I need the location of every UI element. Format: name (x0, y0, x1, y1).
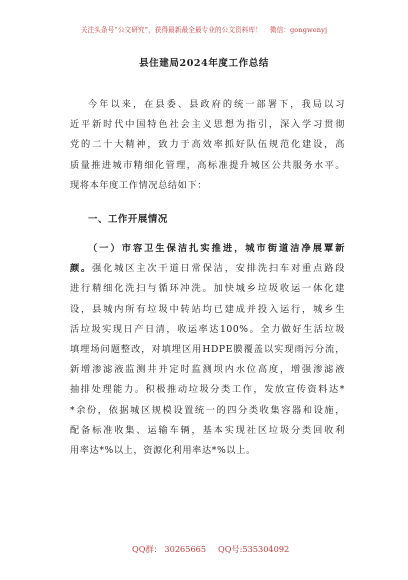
intro-line: 党的二十大精神，致力于高效率抓好队伍规范化建设，高 (70, 139, 345, 151)
paragraph-line: 配备标准收集、运输车辆，基本实现社区垃圾分类回收利 (70, 424, 345, 436)
intro-line: 质量推进城市精细化管理，高标准提升城区公共服务水平。 (70, 159, 345, 171)
paragraph-line (70, 259, 345, 279)
paragraph-line: *余份，依据城区规模设置统一的四分类收集容器和设施， (70, 404, 345, 416)
intro-paragraph (70, 95, 345, 196)
paragraph-line: 活垃圾实现日产日清，收运率达100%。全力做好生活垃圾 (70, 323, 345, 335)
qq-group-number: QQ群： 30265665 (132, 544, 207, 554)
paragraph-text: 强化城区主次干道日常保洁，安排洗扫车对重点路段 (92, 263, 345, 275)
subsection-heading: （一）市容卫生保洁扎实推进，城市街道洁净展覃新 (88, 243, 345, 254)
paragraph-line: 抽排处理能力。积极推动垃圾分类工作，发放宣传资料达* (70, 384, 345, 396)
paragraph-line: 填埋场问题整改，对填埋区用HDPE膜覆盖以实现雨污分流， (70, 344, 345, 356)
qq-number: QQ号:535304092 (218, 544, 290, 554)
subsection-heading-end: 颜。 (70, 263, 93, 275)
header-banner (0, 24, 408, 34)
document-title: 县住建局2024年度工作总结 (139, 58, 269, 69)
work-paragraph (70, 239, 345, 461)
paragraph-line: 设，县城内所有垃圾中转站均已建成并投入运行，城乡生 (70, 303, 345, 315)
intro-line: 现将本年度工作情况总结如下： (70, 179, 208, 191)
paragraph-line: 用率达*%以上，资源化利用率达*%以上。 (70, 445, 256, 457)
section-heading: 一、工作开展情况 (88, 214, 168, 225)
intro-line: 近平新时代中国特色社会主义思想为指引，深入学习贯彻 (70, 119, 345, 131)
intro-line: 今年以来，在县委、县政府的统一部署下，我局以习 (88, 99, 345, 110)
paragraph-line: 新增渗滤液监测井并定时监测坝内水位高度，增强渗滤液 (70, 364, 345, 376)
promo-text: 关注头条号“公文研究”，获得最新最全最专业的公文资料库！ (80, 26, 262, 34)
wechat-id: 微信：gongwenyj (269, 26, 328, 34)
paragraph-line: 进行精细化洗扫与循环冲洗。加快城乡垃圾收运一体化建 (70, 283, 345, 295)
